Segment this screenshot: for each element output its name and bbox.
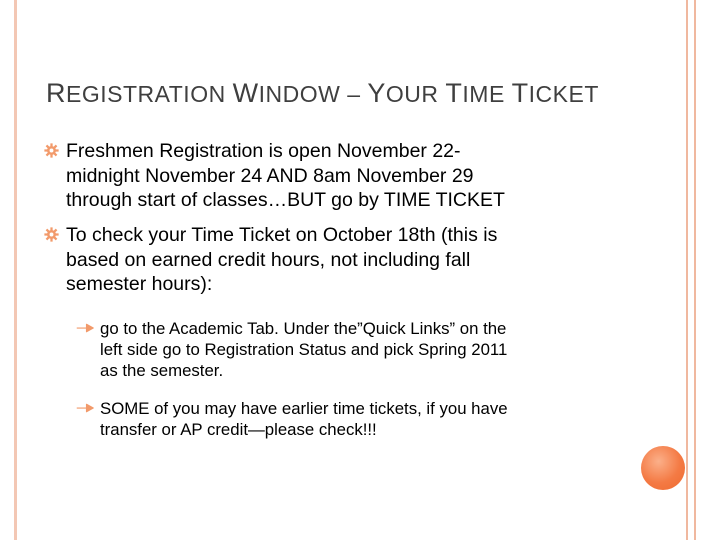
left-frame-line — [14, 0, 17, 540]
sub-bullet-line: SOME of you may have earlier time tickets, if you have — [100, 399, 508, 418]
slide-title — [46, 78, 599, 109]
title-part: T — [511, 78, 529, 108]
bullet-line: through start of classes…BUT go by TIME TICKET — [66, 189, 505, 211]
bullet-line: based on earned credit hours, not including fall — [66, 248, 471, 271]
sub-bullet-line: left side go to Registration Status and pick Spring 2011 — [100, 340, 508, 359]
bullet-line: Freshmen Registration is open November 22- — [66, 140, 461, 162]
right-frame-line-outer — [686, 0, 688, 540]
right-frame-line-inner — [694, 0, 696, 540]
title-part: EGISTRATION — [66, 81, 233, 107]
sub-bullet-line: transfer or AP credit—please check!!! — [100, 420, 377, 439]
arrow-icon — [76, 321, 94, 335]
bullet-line: To check your Time Ticket on October 18th (this is — [66, 224, 498, 246]
title-part: – — [347, 81, 368, 107]
bullet-text — [66, 139, 626, 213]
orange-circle-decoration — [641, 446, 685, 490]
arrow-icon — [76, 401, 94, 415]
sub-bullet-text — [100, 318, 625, 381]
title-part: INDOW — [258, 81, 348, 107]
title-part: T — [445, 78, 463, 108]
bullet-line: semester hours): — [66, 273, 213, 295]
title-part: OUR — [385, 81, 446, 107]
bullet-text — [66, 223, 626, 297]
title-part: IME — [462, 81, 512, 107]
title-part: ICKET — [528, 81, 599, 107]
title-part: R — [46, 78, 66, 108]
sub-bullet-line: go to the Academic Tab. Under the”Quick Links” on the — [100, 319, 507, 338]
title-part: Y — [367, 78, 386, 108]
sub-bullet-text — [100, 398, 625, 440]
title-part: W — [232, 78, 259, 108]
gear-icon — [44, 143, 59, 158]
bullet-line: midnight November 24 AND 8am November 29 — [66, 164, 474, 187]
sub-bullet-line: as the semester. — [100, 361, 224, 380]
gear-icon — [44, 227, 59, 242]
